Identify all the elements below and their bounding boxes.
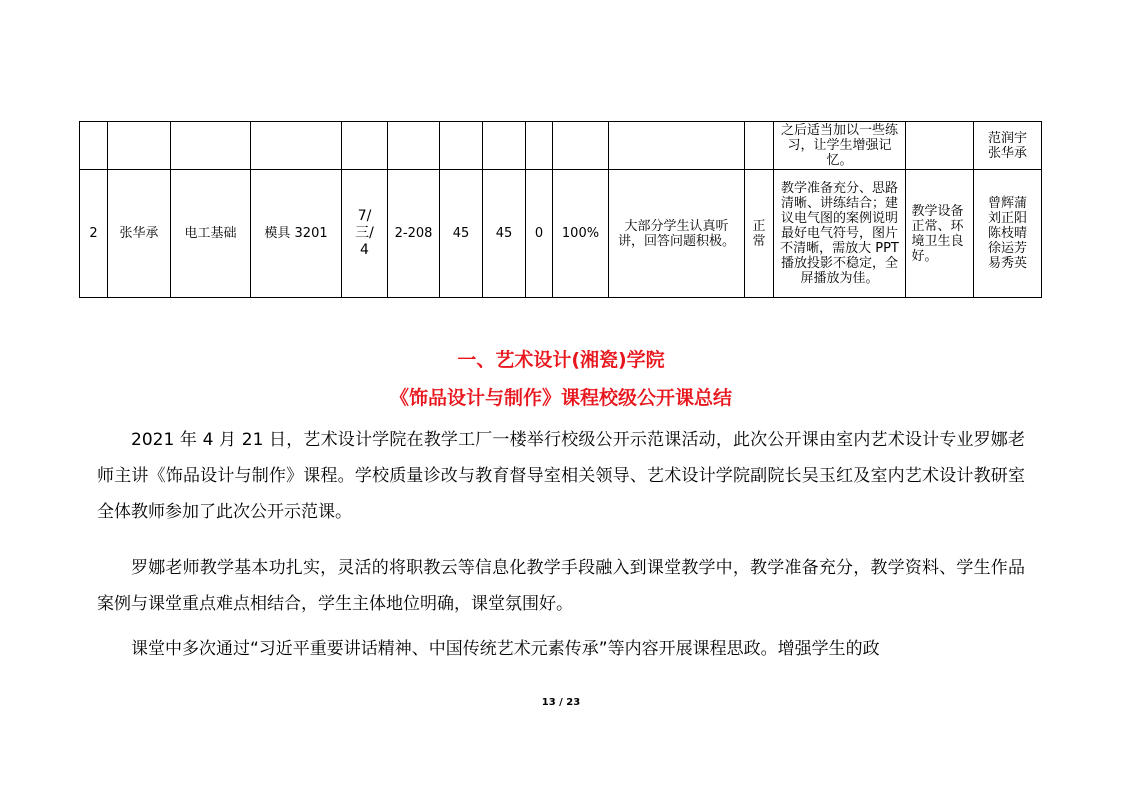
cell-course: 电工基础 [171, 170, 251, 298]
cell-feedback [774, 170, 906, 298]
cell-empty [251, 122, 342, 170]
page-number: 13 / 23 [541, 697, 581, 708]
evaluator-name: 张华承 [987, 145, 1027, 161]
environment-text: 教学设备正常、环境卫生良好。 [911, 203, 964, 264]
evaluator-name: 陈枝晴 [987, 226, 1027, 241]
cell-empty [745, 122, 774, 170]
section-title: 一、艺术设计(湘瓷)学院 [457, 349, 665, 371]
cell-environment [906, 170, 974, 298]
cell-empty [80, 122, 108, 170]
table-row [80, 170, 1042, 298]
cell-order [745, 170, 774, 298]
cell-teacher: 张华承 [108, 170, 171, 298]
cell-index: 2 [80, 170, 108, 298]
cell-empty [609, 122, 745, 170]
feedback-text: 之后适当加以一些练习，让学生增强记忆。 [780, 123, 898, 168]
paragraph: 课堂中多次通过“习近平重要讲话精神、中国传统艺术元素传承”等内容开展课程思政。增强学生的政 [131, 639, 880, 659]
cell-empty [108, 122, 171, 170]
cell-absent: 0 [526, 170, 553, 298]
evaluator-name: 刘正阳 [987, 211, 1027, 226]
evaluator-name: 范润宇 [987, 130, 1027, 146]
table-row [80, 122, 1042, 170]
inspection-table [79, 121, 1042, 298]
cell-empty [553, 122, 609, 170]
cell-empty [171, 122, 251, 170]
cell-evaluators [974, 122, 1042, 170]
section-subtitle: 《饰品设计与制作》课程校级公开课总结 [389, 387, 732, 409]
cell-actual: 45 [483, 170, 526, 298]
cell-expected: 45 [440, 170, 483, 298]
cell-empty [388, 122, 440, 170]
paragraph: 2021 年 4 月 21 日，艺术设计学院在教学工厂一楼举行校级公开示范课活动，此次公开课由室内艺术设计专业罗娜老师主讲《饰品设计与制作》课程。学校质量诊改与教育督导室相关领导、艺术设计学院副院长吴玉红及室内艺术设计教研室全体教师参加了此次公开示范课。 [97, 430, 1025, 522]
cell-feedback [774, 122, 906, 170]
cell-date [342, 170, 388, 298]
cell-empty [483, 122, 526, 170]
cell-discipline [609, 170, 745, 298]
cell-class: 模具 3201 [251, 170, 342, 298]
paragraph: 罗娜老师教学基本功扎实，灵活的将职教云等信息化教学手段融入到课堂教学中，教学准备充分，教学资料、学生作品案例与课堂重点难点相结合，学生主体地位明确，课堂氛围好。 [97, 558, 1025, 614]
cell-evaluators [974, 170, 1042, 298]
cell-rate: 100% [553, 170, 609, 298]
cell-room: 2-208 [388, 170, 440, 298]
order-text: 正常 [752, 218, 766, 249]
date-text: 7/三/4 [355, 208, 374, 258]
cell-empty [342, 122, 388, 170]
cell-empty [440, 122, 483, 170]
evaluator-name: 曾辉蒲 [987, 196, 1027, 211]
evaluator-name: 易秀英 [987, 256, 1027, 271]
cell-empty [906, 122, 974, 170]
cell-empty [526, 122, 553, 170]
evaluator-name: 徐运芳 [987, 241, 1027, 256]
feedback-text: 教学准备充分、思路清晰、讲练结合；建议电气图的案例说明最好电气符号，图片不清晰，需放大 PPT 播放投影不稳定，全屏播放为佳。 [780, 181, 899, 286]
discipline-text: 大部分学生认真听讲，回答问题积极。 [617, 218, 735, 249]
